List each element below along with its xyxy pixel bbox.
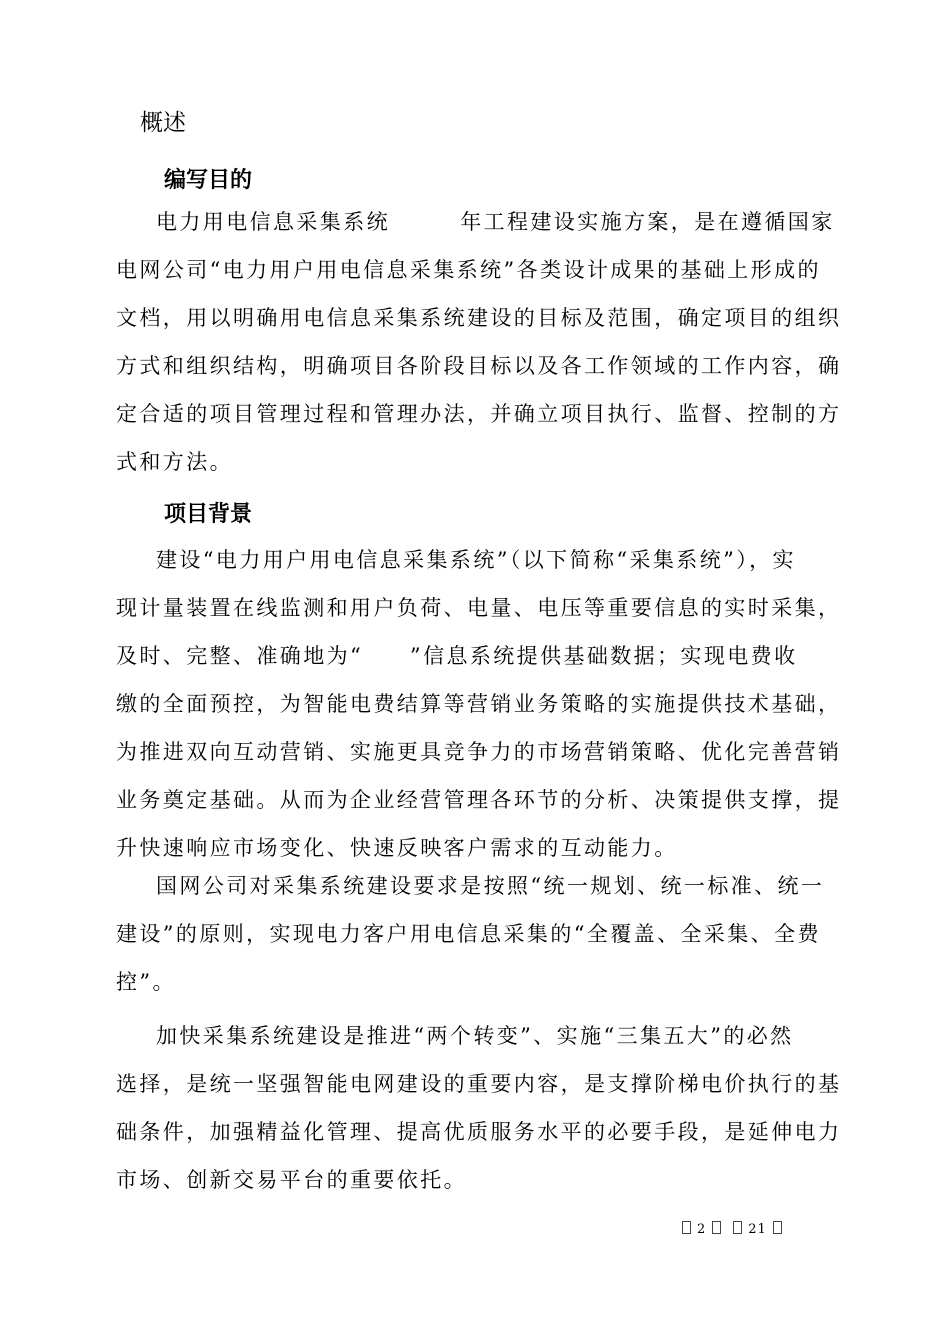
paragraph-line: 电网公司“电力用户用电信息采集系统”各类设计成果的基础上形成的 — [116, 258, 821, 282]
page-number-footer — [676, 1220, 788, 1240]
paragraph-line: 升快速响应市场变化、快速反映客户需求的互动能力。 — [116, 836, 678, 860]
paragraph-line: 建设”的原则，实现电力客户用电信息采集的“全覆盖、全采集、全费 — [116, 922, 821, 946]
paragraph-line: 电力用电信息采集系统 年工程建设实施方案，是在遵循国家 — [156, 210, 835, 234]
paragraph-line: 缴的全面预控，为智能电费结算等营销业务策略的实施提供技术基础， — [116, 692, 842, 716]
paragraph-line: 选择，是统一坚强智能电网建设的重要内容，是支撑阶梯电价执行的基 — [116, 1072, 842, 1096]
paragraph-background-1 — [116, 536, 856, 872]
paragraph-line: 式和方法。 — [116, 450, 233, 474]
paragraph-line: 市场、创新交易平台的重要依托。 — [116, 1168, 467, 1192]
paragraph-line: 现计量装置在线监测和用户负荷、电量、电压等重要信息的实时采集， — [116, 596, 842, 620]
paragraph-line: 控”。 — [116, 970, 176, 994]
page-current: 2 — [697, 1222, 707, 1237]
missing-glyph-icon — [712, 1221, 721, 1234]
paragraph-line: 础条件，加强精益化管理、提高优质服务水平的必要手段，是延伸电力 — [116, 1120, 842, 1144]
paragraph-line: 业务奠定基础。从而为企业经营管理各环节的分析、决策提供支撑，提 — [116, 788, 842, 812]
paragraph-line: 及时、完整、准确地为“ ”信息系统提供基础数据；实现电费收 — [116, 644, 798, 668]
paragraph-line: 加快采集系统建设是推进“两个转变”、实施“三集五大”的必然 — [156, 1024, 794, 1048]
page-total: 21 — [748, 1222, 767, 1237]
paragraph-purpose — [116, 198, 856, 486]
paragraph-background-2 — [116, 862, 856, 1006]
paragraph-background-3 — [116, 1012, 856, 1204]
missing-glyph-icon — [773, 1221, 782, 1234]
missing-glyph-icon — [682, 1221, 691, 1234]
paragraph-line: 国网公司对采集系统建设要求是按照“统一规划、统一标准、统一 — [156, 874, 825, 898]
paragraph-line: 方式和组织结构，明确项目各阶段目标以及各工作领域的工作内容，确 — [116, 354, 842, 378]
paragraph-line: 为推进双向互动营销、实施更具竞争力的市场营销策略、优化完善营销 — [116, 740, 842, 764]
paragraph-line: 定合适的项目管理过程和管理办法，并确立项目执行、监督、控制的方 — [116, 402, 842, 426]
heading-overview: 概述 — [140, 110, 186, 136]
missing-glyph-icon — [733, 1221, 742, 1234]
section-title-background: 项目背景 — [164, 502, 253, 527]
paragraph-line: 建设“电力用户用电信息采集系统”（以下简称“采集系统”），实 — [156, 548, 796, 572]
paragraph-line: 文档，用以明确用电信息采集系统建设的目标及范围，确定项目的组织 — [116, 306, 842, 330]
section-title-purpose: 编写目的 — [164, 168, 253, 193]
